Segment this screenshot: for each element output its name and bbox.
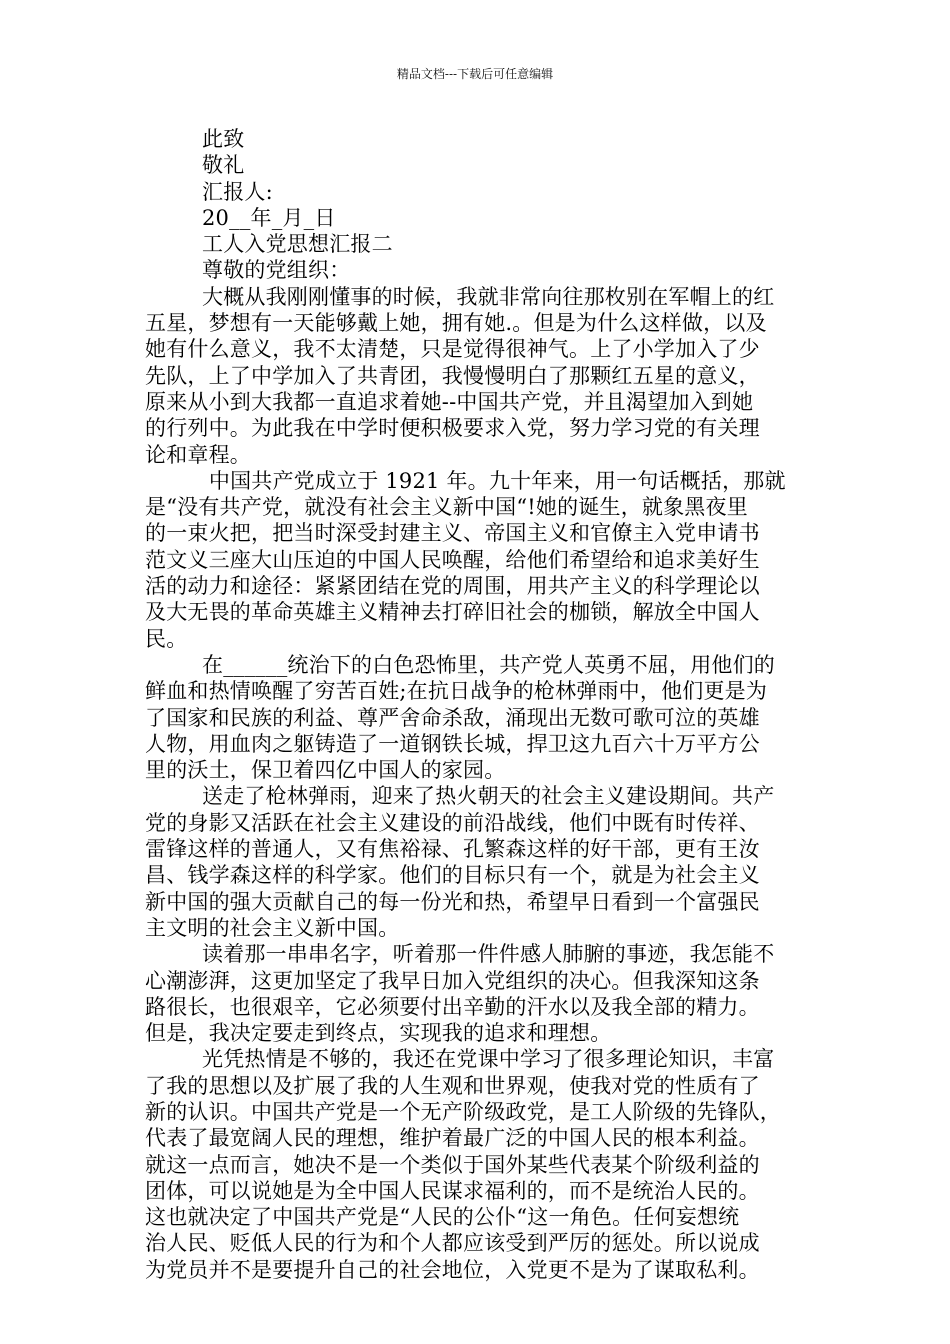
paragraph-line: 里的沃土，保卫着四亿中国人的家园。 [145, 758, 506, 783]
paragraph-line: 范文义三座大山压迫的中国人民唤醒，给他们希望给和追求美好生 [145, 547, 760, 572]
paragraph-line: 先队，上了中学加入了共青团，我慢慢明白了那颗红五星的意义， [145, 363, 760, 388]
paragraph-line: 她有什么意义，我不太清楚，只是觉得很神气。上了小学加入了少 [145, 337, 760, 362]
paragraph-line: 活的动力和途径：紧紧团结在党的周围，用共产主义的科学理论以 [145, 574, 760, 599]
paragraph-line: 雷锋这样的普通人，又有焦裕禄、孔繁森这样的好干部，更有王汝 [145, 837, 760, 862]
paragraph-line: 治人民、贬低人民的行为和个人都应该受到严厉的惩处。所以说成 [145, 1231, 760, 1256]
paragraph-line: 但是，我决定要走到终点，实现我的追求和理想。 [145, 1021, 612, 1046]
closing-line: 此致 [202, 127, 245, 151]
paragraph-line: 是“没有共产党，就没有社会主义新中国“!她的诞生，就象黑夜里 [145, 495, 748, 520]
paragraph-line: 就这一点而言，她决不是一个类似于国外某些代表某个阶级利益的 [145, 1152, 760, 1177]
paragraph-line: 光凭热情是不够的，我还在党课中学习了很多理论知识，丰富 [202, 1047, 775, 1072]
paragraph-line: 原来从小到大我都一直追求着她--中国共产党，并且渴望加入到她 [145, 389, 754, 414]
paragraph [145, 284, 815, 468]
document-title: 工人入党思想汇报二 [202, 232, 393, 257]
paragraph-line: 这也就决定了中国共产党是“人民的公仆“这一角色。任何妄想统 [145, 1205, 740, 1230]
paragraph-line: 送走了枪林弹雨，迎来了热火朝天的社会主义建设期间。共产 [202, 784, 775, 809]
closing-block [145, 126, 815, 231]
paragraph-line: 了我的思想以及扩展了我的人生观和世界观，使我对党的性质有了 [145, 1073, 760, 1098]
paragraph-line: 的一束火把，把当时深受封建主义、帝国主义和官僚主入党申请书 [145, 521, 760, 546]
paragraph-line: 论和章程。 [145, 442, 251, 467]
paragraph [145, 1046, 815, 1283]
paragraph-line: 大概从我刚刚懂事的时候，我就非常向往那枚别在军帽上的红 [202, 284, 775, 309]
paragraph-line: 读着那一串串名字，听着那一件件感人肺腑的事迹，我怎能不 [202, 942, 775, 967]
paragraph [145, 652, 815, 783]
paragraph-line: 在______统治下的白色恐怖里，共产党人英勇不屈，用他们的 [202, 652, 775, 677]
paragraph [145, 783, 815, 941]
paragraph-line: 新的认识。中国共产党是一个无产阶级政党，是工人阶级的先锋队， [145, 1099, 781, 1124]
closing-line: 敬礼 [202, 153, 245, 178]
paragraph-line: 新中国的强大贡献自己的每一份光和热，希望早日看到一个富强民 [145, 889, 760, 914]
closing-line: 汇报人: [202, 179, 273, 204]
document-body [145, 126, 815, 1283]
paragraph-line: 人物，用血肉之躯铸造了一道钢铁长城，捍卫这九百六十万平方公 [145, 731, 760, 756]
paragraph-line: 及大无畏的革命英雄主义精神去打碎旧社会的枷锁，解放全中国人 [145, 600, 760, 625]
paragraph-line: 民。 [145, 626, 188, 651]
paragraph-line: 代表了最宽阔人民的理想，维护着最广泛的中国人民的根本利益。 [145, 1126, 760, 1151]
paragraph-line: 主文明的社会主义新中国。 [145, 915, 400, 940]
paragraph [145, 468, 815, 652]
paragraph-line: 为党员并不是要提升自己的社会地位，入党更不是为了谋取私利。 [145, 1257, 760, 1282]
paragraph-list [145, 284, 815, 1283]
paragraph-line: 鲜血和热情唤醒了穷苦百姓;在抗日战争的枪林弹雨中，他们更是为 [145, 679, 768, 704]
paragraph-line: 中国共产党成立于 1921 年。九十年来，用一句话概括，那就 [202, 468, 786, 493]
paragraph-line: 心潮澎湃，这更加坚定了我早日加入党组织的决心。但我深知这条 [145, 968, 760, 993]
paragraph-line: 的行列中。为此我在中学时便积极要求入党，努力学习党的有关理 [145, 416, 760, 441]
paragraph-line: 团体，可以说她是为全中国人民谋求福利的，而不是统治人民的。 [145, 1178, 760, 1203]
paragraph-line: 了国家和民族的利益、尊严舍命杀敌，涌现出无数可歌可泣的英雄 [145, 705, 760, 730]
paragraph-line: 昌、钱学森这样的科学家。他们的目标只有一个，就是为社会主义 [145, 863, 760, 888]
paragraph-line: 五星，梦想有一天能够戴上她，拥有她.。但是为什么这样做，以及 [145, 311, 767, 336]
salutation: 尊敬的党组织： [202, 258, 351, 283]
paragraph-line: 路很长，也很艰辛，它必须要付出辛勤的汗水以及我全部的精力。 [145, 994, 760, 1019]
paragraph [145, 941, 815, 1046]
closing-line: 20__年_月_日 [202, 205, 336, 230]
page-header: 精品文档---下载后可任意编辑 [396, 67, 554, 81]
paragraph-line: 党的身影又活跃在社会主义建设的前沿战线，他们中既有时传祥、 [145, 810, 760, 835]
